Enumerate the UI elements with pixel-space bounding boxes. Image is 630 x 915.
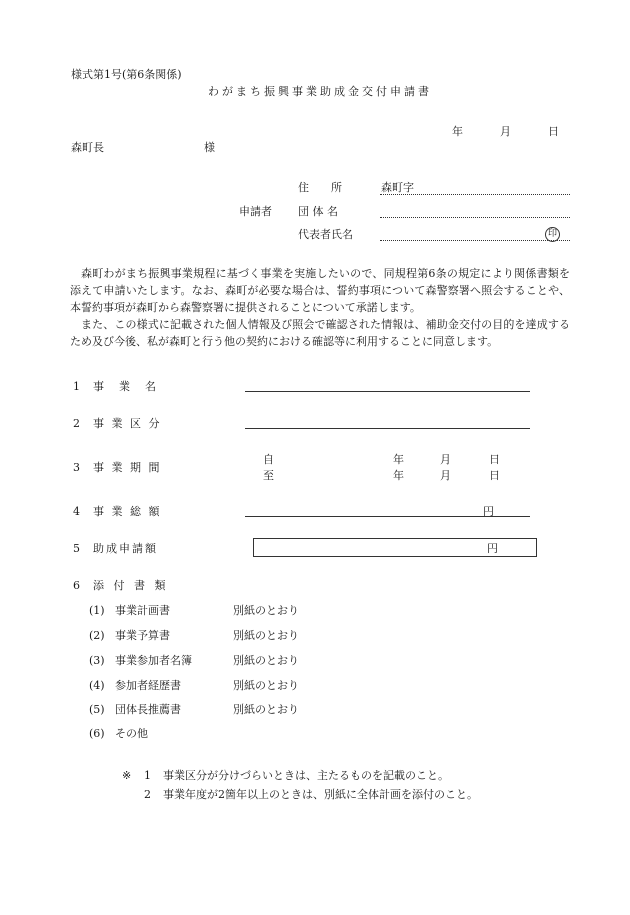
attachment-5-note: 別紙のとおり — [233, 703, 299, 716]
attachment-3-name: 事業参加者名簿 — [115, 654, 192, 667]
project-category-line[interactable] — [245, 428, 530, 429]
period-to-month: 月 — [440, 469, 451, 482]
attachment-2-number: (2) — [89, 629, 105, 642]
note-1-text: 事業区分が分けづらいときは、主たるものを記載のこと。 — [163, 769, 449, 782]
item-5-number: 5 — [73, 542, 80, 555]
attachment-4-number: (4) — [89, 679, 105, 692]
attachment-4-name: 参加者経歴書 — [115, 679, 181, 692]
group-name-line[interactable] — [380, 217, 570, 218]
item-1-number: 1 — [73, 380, 80, 393]
period-to-year: 年 — [393, 469, 404, 482]
date-month-label: 月 — [500, 125, 511, 138]
address-line — [380, 194, 570, 195]
item-5-label: 助成申請額 — [93, 542, 158, 555]
applicant-label: 申請者 — [239, 205, 272, 218]
note-2-number: 2 — [144, 788, 151, 801]
item-6-number: 6 — [73, 579, 80, 592]
document-title: わがまち振興事業助成金交付申請書 — [208, 85, 432, 98]
period-from-label: 自 — [263, 453, 274, 466]
representative-line[interactable] — [380, 240, 570, 241]
seal-mark: 印 — [545, 227, 560, 242]
note-2-text: 事業年度が2箇年以上のときは、別紙に全体計画を添付のこと。 — [163, 788, 478, 801]
attachment-1-number: (1) — [89, 604, 105, 617]
representative-label: 代表者氏名 — [298, 228, 353, 241]
item-3-label: 事 業 期 間 — [93, 461, 162, 474]
item-4-label: 事 業 総 額 — [93, 505, 162, 518]
item-2-label: 事 業 区 分 — [93, 417, 162, 430]
item-2-number: 2 — [73, 417, 80, 430]
attachment-6-number: (6) — [89, 727, 105, 740]
item-1-label: 事 業 名 — [93, 380, 158, 393]
period-from-year: 年 — [393, 453, 404, 466]
period-from-month: 月 — [440, 453, 451, 466]
period-to-label: 至 — [263, 469, 274, 482]
item-4-number: 4 — [73, 505, 80, 518]
attachment-3-number: (3) — [89, 654, 105, 667]
note-1-number: 1 — [144, 769, 151, 782]
address-label: 住 所 — [298, 181, 342, 194]
attachment-2-note: 別紙のとおり — [233, 629, 299, 642]
total-cost-unit: 円 — [483, 505, 494, 518]
attachment-1-note: 別紙のとおり — [233, 604, 299, 617]
attachment-2-name: 事業予算書 — [115, 629, 170, 642]
group-name-label: 団 体 名 — [298, 205, 338, 218]
declaration-paragraph-2: また、この様式に記載された個人情報及び照会で確認された情報は、補助金交付の目的を達成するため及び今後、私が森町と行う他の契約における確認等に利用することに同意します。 — [70, 318, 570, 348]
item-3-number: 3 — [73, 461, 80, 474]
declaration-text — [70, 265, 570, 350]
item-6-label: 添 付 書 類 — [93, 579, 169, 592]
period-from-day: 日 — [489, 453, 500, 466]
grant-amount-unit: 円 — [487, 542, 498, 555]
period-to-day: 日 — [489, 469, 500, 482]
attachment-5-name: 団体長推薦書 — [115, 703, 181, 716]
declaration-paragraph-1: 森町わがまち振興事業規程に基づく事業を実施したいので、同規程第6条の規定により関係書類を添えて申請いたします。なお、森町が必要な場合は、誓約事項について森警察署へ照会することや、本誓約事項が森町から森警察署に提供されることについて承諾します。 — [70, 267, 570, 314]
attachment-1-name: 事業計画書 — [115, 604, 170, 617]
attachment-4-note: 別紙のとおり — [233, 679, 299, 692]
attachment-5-number: (5) — [89, 703, 105, 716]
date-day-label: 日 — [548, 125, 559, 138]
addressee-honorific: 様 — [204, 141, 215, 154]
project-name-line[interactable] — [245, 391, 530, 392]
notes-mark: ※ — [122, 769, 132, 782]
form-reference: 様式第1号(第6条関係) — [71, 68, 182, 81]
attachment-3-note: 別紙のとおり — [233, 654, 299, 667]
address-value[interactable]: 森町字 — [381, 181, 414, 194]
addressee-name: 森町長 — [71, 141, 104, 154]
attachment-6-name: その他 — [115, 727, 148, 740]
date-year-label: 年 — [452, 125, 463, 138]
